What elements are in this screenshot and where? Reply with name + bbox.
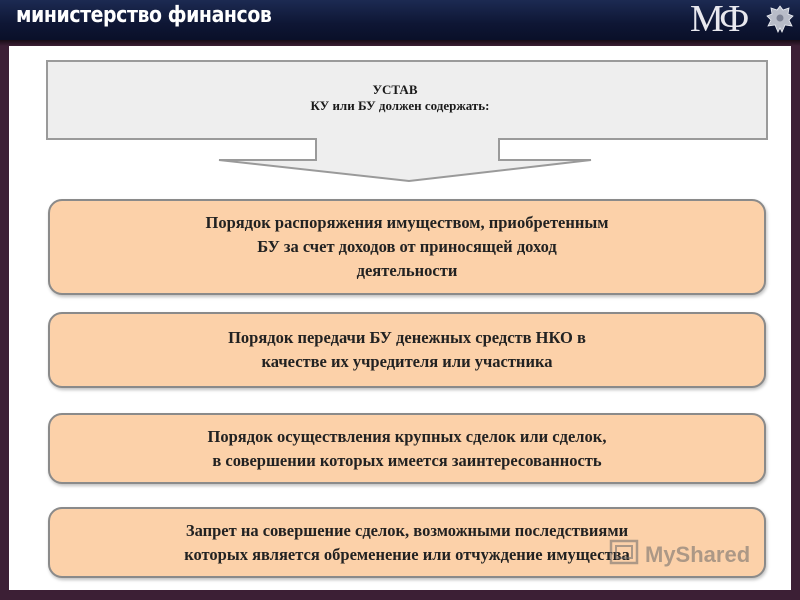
logo-letters: МФ bbox=[690, 0, 746, 40]
requirement-text-1: Порядок распоряжения имуществом, приобретенным БУ за счет доходов от приносящей доход деятельности bbox=[205, 213, 609, 280]
requirement-text-3: Порядок осуществления крупных сделок или сделок, в совершении которых имеется заинтересованность bbox=[207, 426, 607, 470]
requirement-box-1 bbox=[48, 199, 766, 295]
watermark-text: MyShared bbox=[645, 542, 751, 567]
charter-title: УСТАВ bbox=[372, 82, 418, 97]
charter-heading bbox=[0, 82, 800, 114]
watermark-logo bbox=[607, 535, 772, 575]
ministry-title: министерство финансов bbox=[16, 3, 272, 28]
requirement-box-3 bbox=[48, 413, 766, 484]
charter-subtitle: КУ или БУ должен содержать: bbox=[310, 98, 490, 113]
requirement-text-4: Запрет на совершение сделок, возможными последствиями которых является обременение или отчуждение имущества bbox=[184, 520, 630, 564]
requirement-box-2 bbox=[48, 312, 766, 388]
requirement-text-2: Порядок передачи БУ денежных средств НКО в качестве их учредителя или участника bbox=[228, 328, 586, 371]
